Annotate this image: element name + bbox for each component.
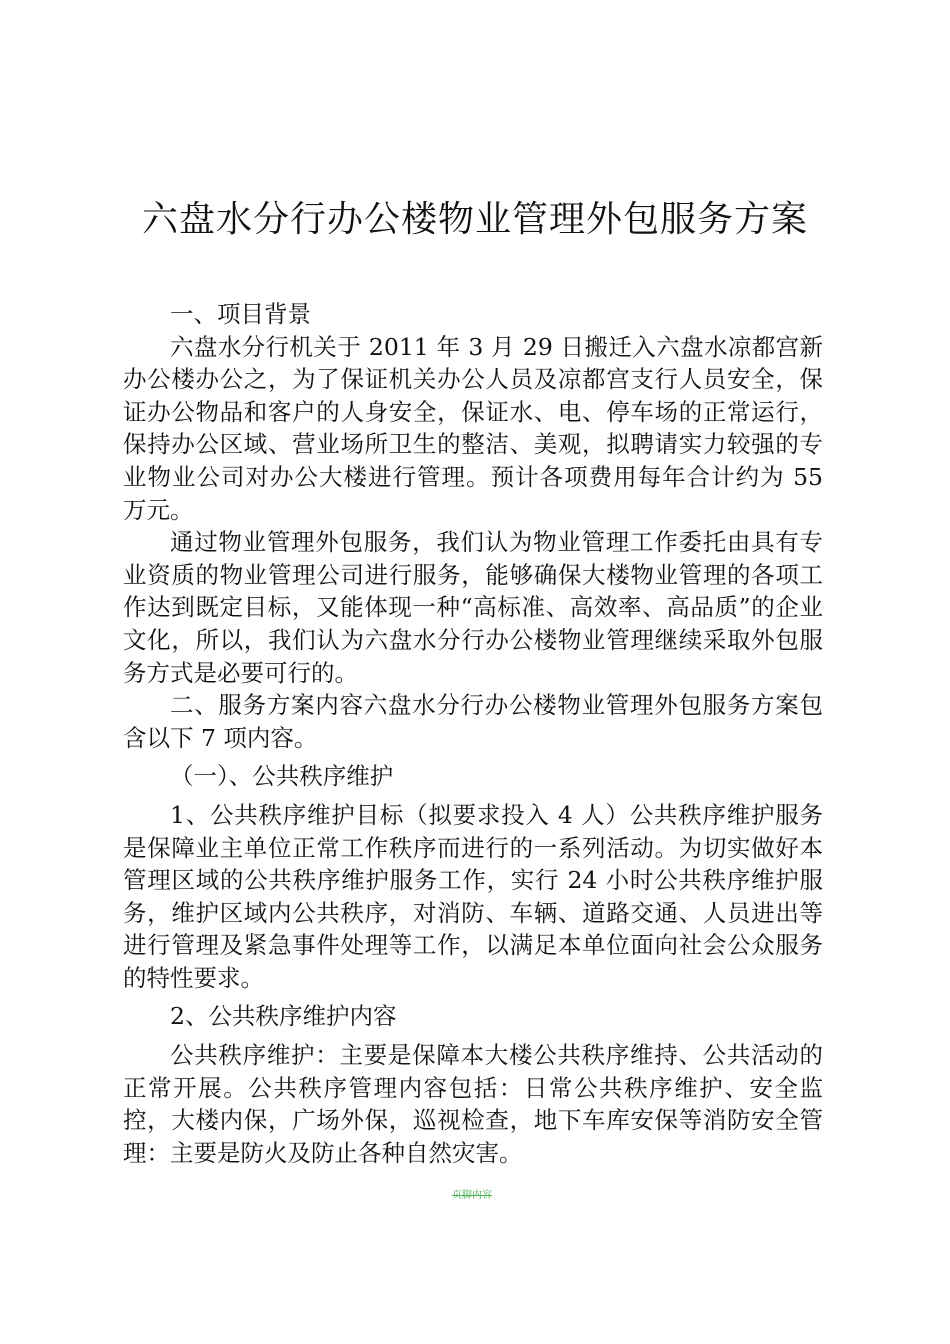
paragraph-public-order-content: 公共秩序维护：主要是保障本大楼公共秩序维持、公共活动的正常开展。公共秩序管理内容包括：日常公共秩序维护、安全监控，大楼内保，广场外保，巡视检查，地下车库安保等消防安全管理：主要是防火及防止各种自然灾害。 <box>123 1041 823 1167</box>
subsection-heading-public-order: （一）、公共秩序维护 <box>170 762 394 791</box>
paragraph-background: 六盘水分行机关于 2011 年 3 月 29 日搬迁入六盘水凉都宫新办公楼办公之，为了保证机关办公人员及凉都宫支行人员安全，保证办公物品和客户的人身安全，保证水、电、停车场的正常运行，保持办公区域、营业场所卫生的整洁、美观，拟聘请实力较强的专业物业公司对办公大楼进行管理。预计各项费用每年合计约为 55 万元。 <box>123 332 823 524</box>
paragraph-outsourcing-rationale: 通过物业管理外包服务，我们认为物业管理工作委托由具有专业资质的物业管理公司进行服务，能够确保大楼物业管理的各项工作达到既定目标，又能体现一种“高标准、高效率、高品质”的企业文化，所以，我们认为六盘水分行办公楼物业管理继续采取外包服务方式是必要可行的。 <box>123 528 823 687</box>
subheading-public-order-content: 2、公共秩序维护内容 <box>170 1002 397 1031</box>
section-heading-background: 一、项目背景 <box>170 300 311 328</box>
paragraph-public-order-goal: 1、公共秩序维护目标（拟要求投入 4 人）公共秩序维护服务是保障业主单位正常工作秩序而进行的一系列活动。为切实做好本管理区域的公共秩序维护服务工作，实行 24 小时公共秩序维护服务，维护区域内公共秩序，对消防、车辆、道路交通、人员进出等进行管理及紧急事件处理等工作，以满足本单位面向社会公众服务的特性要求。 <box>123 800 823 992</box>
section-heading-service-content: 二、服务方案内容六盘水分行办公楼物业管理外包服务方案包含以下 7 项内容。 <box>123 691 823 752</box>
document-body <box>123 298 823 1169</box>
page-footer: 页脚内容 <box>452 1190 492 1201</box>
document-title: 六盘水分行办公楼物业管理外包服务方案 <box>141 199 808 240</box>
